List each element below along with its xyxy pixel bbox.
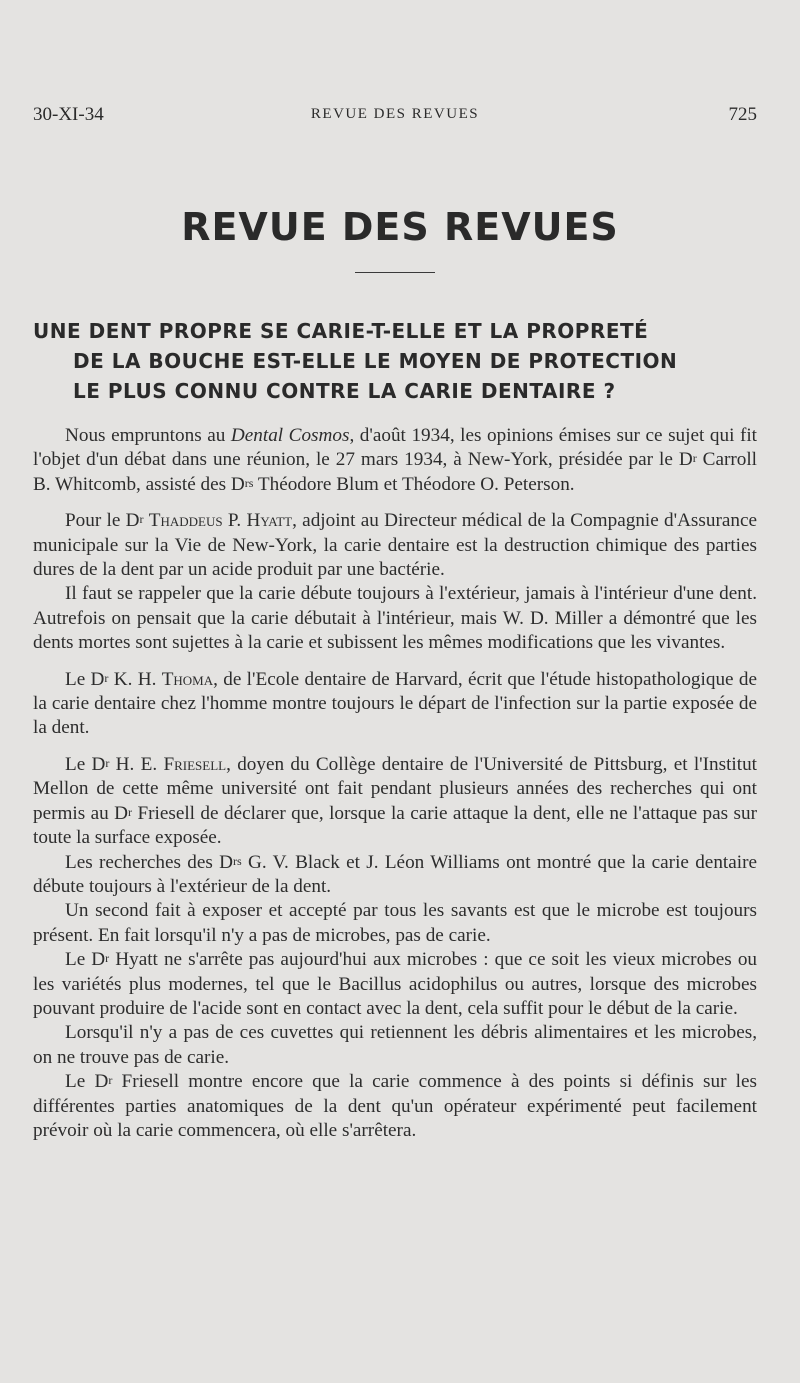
- text-run: Friesell montre encore que la carie commence à des points si définis sur les différentes parties anatomiques de la dent qu'un opérateur expérimenté peut facilement prévoir où la carie commencera, où elle s'arrêtera.: [33, 1071, 757, 1141]
- text-run: G. V. Black et J. Léon Williams ont montré que la carie dentaire débute toujours à l'extérieur de la dent.: [33, 851, 758, 897]
- text-run: Nous empruntons au: [65, 425, 231, 446]
- text-run: H. E.: [109, 753, 164, 775]
- text-run: Le D: [65, 1071, 109, 1093]
- text-run: , doyen du Collège dentaire de l'Université de Pittsburg, et l'Institut Mellon de cette même université ont fait pendant plusieurs années des recherches qui ont permis au D: [33, 753, 758, 824]
- person-name: Thoma: [161, 668, 214, 690]
- superscript: r: [105, 755, 110, 770]
- paragraph-black-williams: [33, 851, 757, 900]
- running-title: REVUE DES REVUES: [310, 106, 480, 122]
- text-run: Le D: [65, 668, 105, 690]
- text-run: Le D: [65, 753, 106, 775]
- paragraph-friesell-points: [33, 1070, 757, 1143]
- paragraph-friesell: [33, 753, 757, 851]
- title-divider: [355, 272, 435, 273]
- page-number: 725: [728, 104, 757, 125]
- issue-date: 30-XI-34: [33, 104, 104, 125]
- superscript: r: [108, 1073, 113, 1088]
- text-run: Pour le D: [65, 510, 140, 532]
- section-title: REVUE DES REVUES: [181, 205, 619, 249]
- text-run: Carroll B. Whitcomb, assisté des D: [33, 449, 757, 495]
- text-run: , adjoint au Directeur médical de la Compagnie d'Assurance municipale sur la Vie de New-York, la carie dentaire est la destruction chimique des parties dures de la dent par un acide produit par une bactérie.: [33, 510, 757, 581]
- article-body: [33, 424, 757, 1143]
- person-name: Hyatt: [246, 510, 293, 532]
- paragraph-intro: [33, 424, 757, 497]
- article-heading: [33, 316, 760, 406]
- text-run: Friesell de déclarer que, lorsque la carie attaque la dent, elle ne l'attaque pas sur toute la surface exposée.: [33, 802, 757, 849]
- person-name: Thaddeus: [148, 510, 223, 532]
- paragraph-caries-origin: Il faut se rappeler que la carie débute toujours à l'extérieur, jamais à l'intérieur d'une dent. Autrefois on pensait que la carie débutait à l'intérieur, mais W. D. Miller a démontré que les dents mortes sont sujettes à la carie et subissent les mêmes modifications que les vivantes.: [33, 583, 757, 654]
- paragraph-thoma: [33, 668, 757, 741]
- text-run: Le D: [65, 949, 106, 971]
- superscript: r: [692, 451, 697, 466]
- heading-line-3: LE PLUS CONNU CONTRE LA CARIE DENTAIRE ?: [73, 379, 616, 403]
- paragraph-microbe: Un second fait à exposer et accepté par tous les savants est que le microbe est toujours présent. En fait lorsqu'il n'y a pas de microbes, pas de carie.: [33, 900, 757, 946]
- heading-line-2: DE LA BOUCHE EST-ELLE LE MOYEN DE PROTECTION: [73, 349, 678, 373]
- text-run: P.: [222, 510, 247, 532]
- text-run: Les recherches des D: [65, 851, 234, 873]
- superscript: r: [128, 804, 133, 819]
- paragraph-cuvettes: Lorsqu'il n'y a pas de ces cuvettes qui retiennent les débris alimentaires et les microbes, on ne trouve pas de carie.: [33, 1022, 757, 1068]
- running-header: [33, 104, 757, 134]
- superscript: rs: [233, 853, 242, 868]
- superscript: r: [139, 512, 144, 527]
- text-run: Hyatt ne s'arrête pas aujourd'hui aux microbes : que ce soit les vieux microbes ou les variétés plus modernes, tel que le Bacillus acidophilus ou autres, lorsque des microbes pouvant produire de l'acide sont en contact avec la dent, cela suffit pour le début de la carie.: [33, 949, 758, 1019]
- journal-name: Dental Cosmos: [230, 425, 350, 446]
- person-name: Friesell: [163, 753, 227, 775]
- superscript: rs: [244, 475, 254, 490]
- text-run: , de l'Ecole dentaire de Harvard, écrit que l'étude histopathologique de la carie dentaire chez l'homme montre toujours le départ de l'infection sur la partie exposée de la dent.: [33, 668, 757, 739]
- superscript: r: [105, 951, 110, 966]
- superscript: r: [104, 670, 109, 685]
- paragraph-hyatt: [33, 509, 757, 582]
- paragraph-hyatt-microbes: [33, 948, 757, 1021]
- text-run: Théodore Blum et Théodore O. Peterson.: [253, 473, 575, 495]
- text-run: , d'août 1934, les opinions émises sur ce sujet qui fit l'objet d'un débat dans une réunion, le 27 mars 1934, à New-York, présidée par le D: [33, 425, 758, 471]
- text-run: K. H.: [108, 668, 162, 690]
- heading-line-1: UNE DENT PROPRE SE CARIE-T-ELLE ET LA PROPRETÉ: [33, 319, 649, 343]
